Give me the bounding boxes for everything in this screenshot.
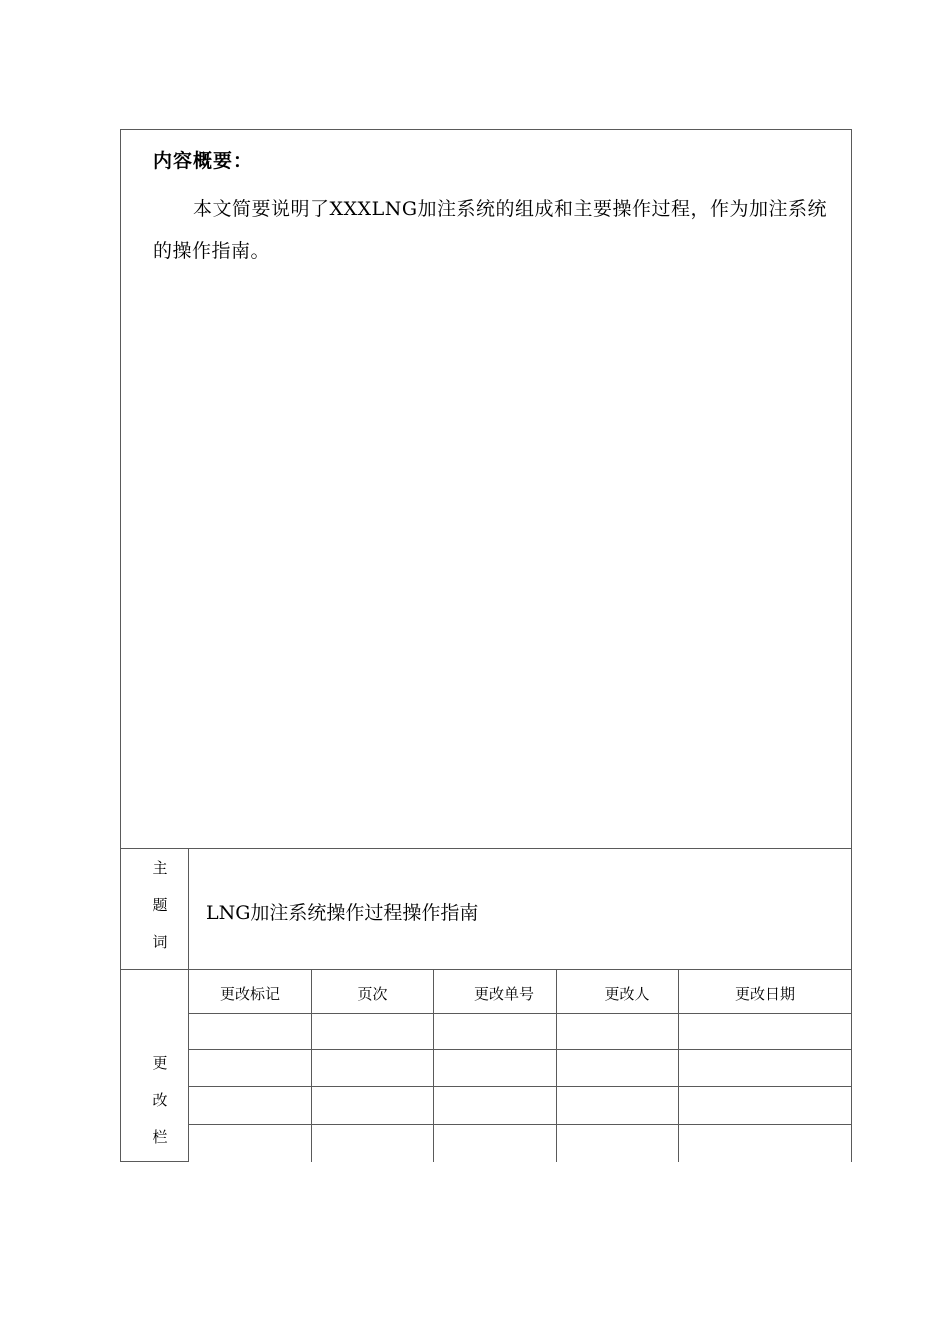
change-log-header-mark: 更改标记: [219, 985, 280, 1003]
change-log-header-person: 更改人: [604, 985, 650, 1003]
summary-divider: [120, 848, 852, 849]
change-log-cell: [189, 1125, 311, 1161]
change-log-cell: [557, 1087, 678, 1124]
label-column-bottom-border: [120, 1161, 189, 1162]
change-log-header-date: 更改日期: [734, 985, 795, 1003]
change-log-cell: [312, 1125, 433, 1161]
change-log-label-char: 栏: [152, 1128, 168, 1146]
frame-top-border: [120, 129, 852, 130]
change-log-cell: [679, 1125, 851, 1161]
keywords-label-char: 题: [152, 896, 168, 914]
change-log-cell: [189, 1050, 311, 1086]
keywords-label: [126, 850, 194, 961]
change-log-cell: [434, 1050, 556, 1086]
change-log-cell: [434, 1087, 556, 1124]
change-log-label-char: 改: [152, 1091, 168, 1109]
change-log-cell: [679, 1014, 851, 1049]
change-log-cell: [312, 1014, 433, 1049]
change-log-cell: [557, 1125, 678, 1161]
change-log-cell: [679, 1050, 851, 1086]
summary-heading: 内容概要：: [153, 150, 254, 172]
keywords-label-char: 词: [152, 933, 168, 951]
change-log-label: [126, 1045, 194, 1156]
summary-body: 本文简要说明了XXXLNG加注系统的组成和主要操作过程，作为加注系统的操作指南。: [153, 198, 828, 262]
change-log-cell: [434, 1125, 556, 1161]
change-log-header-order-no: 更改单号: [473, 985, 534, 1003]
change-log-cell: [557, 1050, 678, 1086]
change-log-header-page: 页次: [357, 985, 388, 1003]
keywords-label-char: 主: [152, 859, 168, 877]
change-log-cell: [557, 1014, 678, 1049]
change-log-cell: [312, 1050, 433, 1086]
change-log-cell: [434, 1014, 556, 1049]
frame-right-border: [851, 129, 852, 1162]
change-log-cell: [189, 1087, 311, 1124]
change-log-label-char: 更: [152, 1054, 168, 1072]
keywords-value: LNG加注系统操作过程操作指南: [206, 902, 479, 924]
frame-left-border: [120, 129, 121, 1162]
change-log-cell: [312, 1087, 433, 1124]
change-log-cell: [189, 1014, 311, 1049]
keywords-divider: [120, 969, 852, 970]
change-log-cell: [679, 1087, 851, 1124]
